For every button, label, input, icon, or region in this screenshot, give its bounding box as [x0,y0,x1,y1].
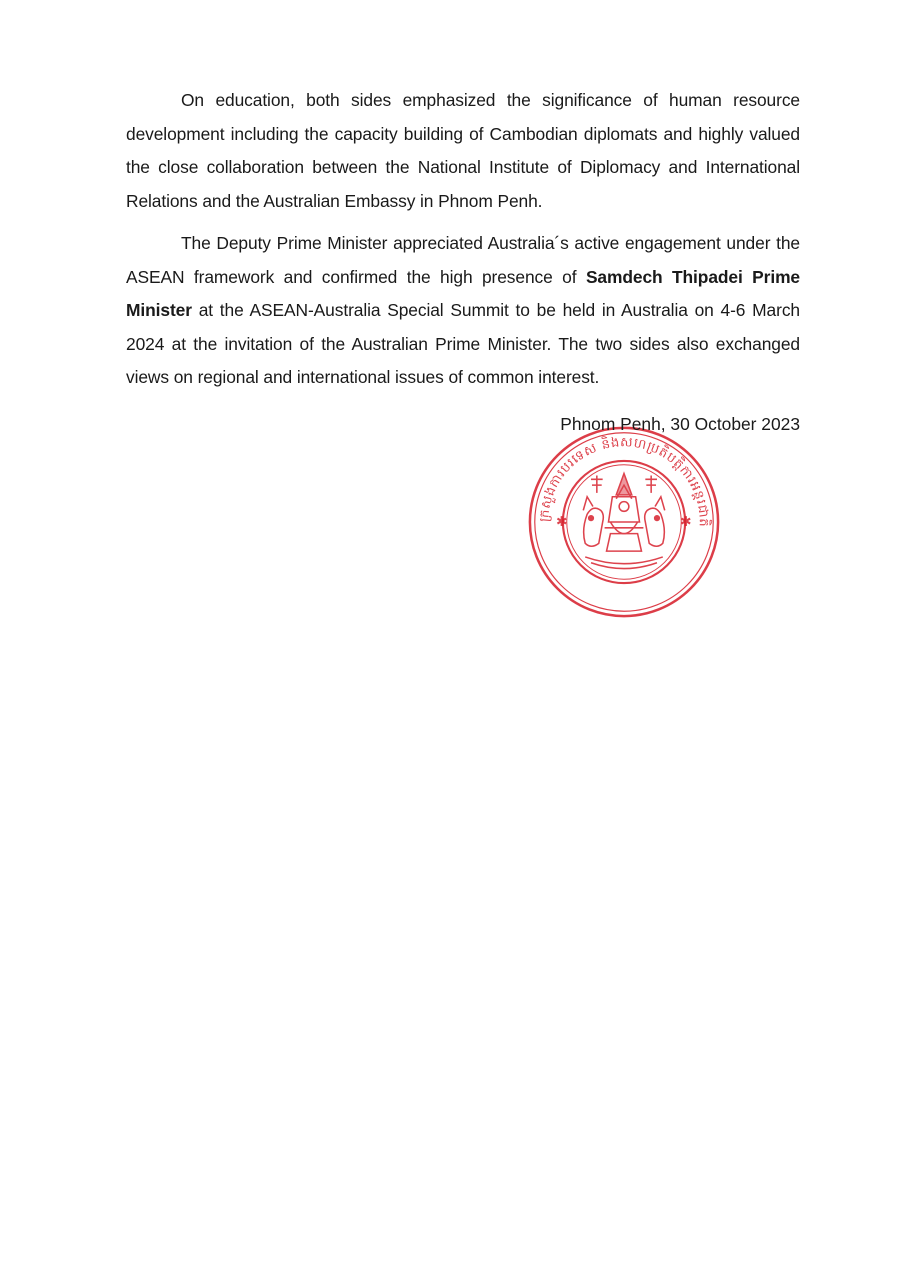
document-body [126,84,800,404]
paragraph-asean-emphasis: Samdech Thipadei Prime Minister [126,266,801,320]
seal-inscription: ក្រសួងការបរទេស និងសហប្រតិបត្តិការអន្តរជាតិ [537,435,711,528]
paragraph-asean [126,227,800,395]
svg-text:✱: ✱ [680,513,692,530]
paragraph-asean-rest: at the ASEAN-Australia Special Summit to be held in Australia on 4-6 March 2024 at the invitation of the Australian Prime Minister. The two sides also exchanged views on regional and international issues of common interest. [126,300,800,387]
paragraph-education: On education, both sides emphasized the significance of human resource development including the capacity building of Cambodian diplomats and highly valued the close collaboration between the National Institute of Diplomacy and International Relations and the Australian Embassy in Phnom Penh. [126,90,800,211]
dateline: Phnom Penh, 30 October 2023 [560,414,800,434]
svg-text:✱: ✱ [556,513,568,530]
paragraph-asean-lead: The Deputy Prime Minister appreciated Australia´s active engagement under the ASEAN framework and confirmed the high presence of [126,233,800,287]
ministry-seal-icon [527,425,721,619]
